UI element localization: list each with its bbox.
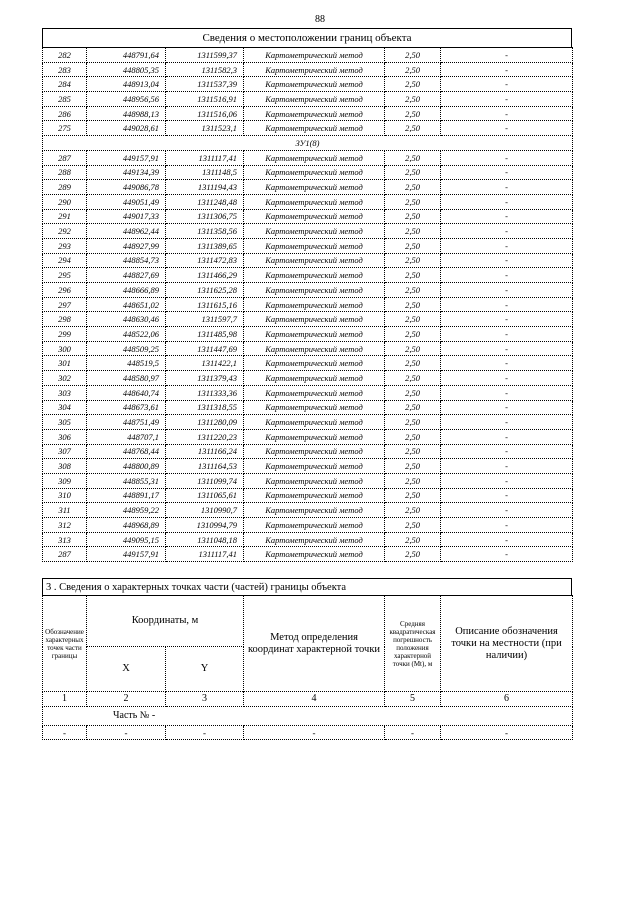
accuracy-cell: 2,50: [385, 488, 441, 503]
point-number: 289: [43, 180, 87, 195]
y-coordinate: 1311099,74: [166, 473, 244, 488]
accuracy-cell: 2,50: [385, 224, 441, 239]
accuracy-cell: 2,50: [385, 238, 441, 253]
description-cell: -: [441, 92, 573, 107]
description-cell: -: [441, 48, 573, 63]
point-number: 287: [43, 150, 87, 165]
x-coordinate: 448927,99: [87, 238, 166, 253]
table-row: [43, 165, 573, 180]
col-number: 3: [166, 692, 244, 707]
x-coordinate: 448959,22: [87, 503, 166, 518]
point-number: 284: [43, 77, 87, 92]
x-coordinate: 448800,89: [87, 459, 166, 474]
y-coordinate: 1311065,61: [166, 488, 244, 503]
point-number: 311: [43, 503, 87, 518]
point-number: 303: [43, 385, 87, 400]
accuracy-cell: 2,50: [385, 312, 441, 327]
description-cell: -: [441, 547, 573, 562]
table-row: [43, 106, 573, 121]
col-number: 1: [43, 692, 87, 707]
table-row: [43, 429, 573, 444]
point-number: 297: [43, 297, 87, 312]
accuracy-cell: 2,50: [385, 415, 441, 430]
coordinates-header: Координаты, м: [87, 596, 244, 647]
table-row: [43, 312, 573, 327]
description-cell: -: [441, 238, 573, 253]
description-cell: -: [441, 459, 573, 474]
point-number: 310: [43, 488, 87, 503]
method-cell: Картометрический метод: [244, 503, 385, 518]
x-coordinate: 448751,49: [87, 415, 166, 430]
x-header: X: [87, 647, 166, 692]
accuracy-cell: 2,50: [385, 356, 441, 371]
description-cell: -: [441, 341, 573, 356]
x-coordinate: 448962,44: [87, 224, 166, 239]
method-cell: Картометрический метод: [244, 459, 385, 474]
description-cell: -: [441, 400, 573, 415]
y-coordinate: 1311472,83: [166, 253, 244, 268]
col-number: 4: [244, 692, 385, 707]
y-coordinate: 1311048,18: [166, 532, 244, 547]
point-number: 295: [43, 268, 87, 283]
method-cell: Картометрический метод: [244, 312, 385, 327]
group-label: ЗУ1(8): [43, 136, 573, 151]
accuracy-cell: 2,50: [385, 92, 441, 107]
part-label: Часть № -: [43, 707, 573, 726]
x-coordinate: 448519,5: [87, 356, 166, 371]
method-cell: Картометрический метод: [244, 150, 385, 165]
x-coordinate: 448768,44: [87, 444, 166, 459]
y-coordinate: 1311148,5: [166, 165, 244, 180]
accuracy-cell: 2,50: [385, 547, 441, 562]
table-row: [43, 341, 573, 356]
y-coordinate: 1311516,91: [166, 92, 244, 107]
method-cell: Картометрический метод: [244, 547, 385, 562]
method-cell: Картометрический метод: [244, 209, 385, 224]
x-coordinate: 448640,74: [87, 385, 166, 400]
accuracy-cell: 2,50: [385, 165, 441, 180]
group-row: [43, 136, 573, 151]
y-coordinate: 1310990,7: [166, 503, 244, 518]
table-row: [43, 371, 573, 386]
description-cell: -: [441, 385, 573, 400]
empty-cell: -: [87, 726, 166, 740]
method-cell: Картометрический метод: [244, 268, 385, 283]
y-coordinate: 1311389,65: [166, 238, 244, 253]
table-row: [43, 121, 573, 136]
table-row: [43, 385, 573, 400]
y-coordinate: 1311516,06: [166, 106, 244, 121]
description-header: Описание обозначения точки на местности (при наличии): [441, 596, 573, 692]
description-cell: -: [441, 297, 573, 312]
y-coordinate: 1311466,29: [166, 268, 244, 283]
table-row: [43, 532, 573, 547]
method-cell: Картометрический метод: [244, 224, 385, 239]
x-coordinate: 448580,97: [87, 371, 166, 386]
x-coordinate: 449157,91: [87, 150, 166, 165]
point-number: 298: [43, 312, 87, 327]
method-cell: Картометрический метод: [244, 385, 385, 400]
table-row: [43, 459, 573, 474]
x-coordinate: 449095,15: [87, 532, 166, 547]
x-coordinate: 448522,06: [87, 327, 166, 342]
designation-header: Обозначение характерных точек части границы: [43, 596, 87, 692]
x-coordinate: 448673,61: [87, 400, 166, 415]
point-number: 286: [43, 106, 87, 121]
accuracy-cell: 2,50: [385, 62, 441, 77]
point-number: 307: [43, 444, 87, 459]
x-coordinate: 448956,56: [87, 92, 166, 107]
x-coordinate: 449157,91: [87, 547, 166, 562]
accuracy-cell: 2,50: [385, 209, 441, 224]
y-coordinate: 1311318,55: [166, 400, 244, 415]
table-row: [43, 62, 573, 77]
accuracy-cell: 2,50: [385, 297, 441, 312]
accuracy-cell: 2,50: [385, 532, 441, 547]
x-coordinate: 448651,02: [87, 297, 166, 312]
description-cell: -: [441, 312, 573, 327]
accuracy-cell: 2,50: [385, 518, 441, 533]
page-number: 88: [315, 14, 325, 25]
description-cell: -: [441, 209, 573, 224]
point-number: 301: [43, 356, 87, 371]
table-row: [43, 180, 573, 195]
y-coordinate: 1311280,09: [166, 415, 244, 430]
point-number: 313: [43, 532, 87, 547]
y-coordinate: 1311625,28: [166, 283, 244, 298]
method-cell: Картометрический метод: [244, 283, 385, 298]
y-coordinate: 1311537,39: [166, 77, 244, 92]
method-cell: Картометрический метод: [244, 341, 385, 356]
method-cell: Картометрический метод: [244, 297, 385, 312]
table-row: [43, 48, 573, 63]
x-coordinate: 448509,25: [87, 341, 166, 356]
point-number: 294: [43, 253, 87, 268]
accuracy-cell: 2,50: [385, 444, 441, 459]
section-title: Сведения о местоположении границ объекта: [43, 29, 572, 48]
x-coordinate: 448854,73: [87, 253, 166, 268]
point-number: 285: [43, 92, 87, 107]
method-cell: Картометрический метод: [244, 371, 385, 386]
point-number: 283: [43, 62, 87, 77]
section-header: [42, 28, 572, 48]
point-number: 288: [43, 165, 87, 180]
description-cell: -: [441, 283, 573, 298]
accuracy-cell: 2,50: [385, 253, 441, 268]
table-row: [43, 473, 573, 488]
accuracy-cell: 2,50: [385, 268, 441, 283]
description-cell: -: [441, 62, 573, 77]
table-row: [43, 547, 573, 562]
x-coordinate: 448891,17: [87, 488, 166, 503]
table-row: [43, 503, 573, 518]
y-coordinate: 1311333,36: [166, 385, 244, 400]
accuracy-cell: 2,50: [385, 503, 441, 518]
y-coordinate: 1311597,7: [166, 312, 244, 327]
table-row: [43, 297, 573, 312]
x-coordinate: 449051,49: [87, 194, 166, 209]
table-row: [43, 209, 573, 224]
accuracy-cell: 2,50: [385, 106, 441, 121]
point-number: 292: [43, 224, 87, 239]
x-coordinate: 449086,78: [87, 180, 166, 195]
accuracy-cell: 2,50: [385, 371, 441, 386]
table-row: [43, 92, 573, 107]
description-cell: -: [441, 180, 573, 195]
point-number: 291: [43, 209, 87, 224]
method-cell: Картометрический метод: [244, 62, 385, 77]
description-cell: -: [441, 444, 573, 459]
x-coordinate: 448791,64: [87, 48, 166, 63]
y-coordinate: 1311164,53: [166, 459, 244, 474]
description-cell: -: [441, 518, 573, 533]
y-coordinate: 1311582,3: [166, 62, 244, 77]
table-row: [43, 194, 573, 209]
table-row: [43, 415, 573, 430]
table-row: [43, 77, 573, 92]
method-header: Метод определения координат характерной точки: [244, 596, 385, 692]
empty-cell: -: [441, 726, 573, 740]
accuracy-cell: 2,50: [385, 194, 441, 209]
x-coordinate: 448805,35: [87, 62, 166, 77]
y-header: Y: [166, 647, 244, 692]
table-row: [43, 150, 573, 165]
empty-cell: -: [385, 726, 441, 740]
description-cell: -: [441, 165, 573, 180]
point-number: 287: [43, 547, 87, 562]
description-cell: -: [441, 356, 573, 371]
x-coordinate: 448988,13: [87, 106, 166, 121]
table-row: [43, 444, 573, 459]
method-cell: Картометрический метод: [244, 194, 385, 209]
table-row: [43, 268, 573, 283]
point-number: 304: [43, 400, 87, 415]
point-number: 293: [43, 238, 87, 253]
description-cell: -: [441, 77, 573, 92]
description-cell: -: [441, 371, 573, 386]
method-cell: Картометрический метод: [244, 400, 385, 415]
method-cell: Картометрический метод: [244, 77, 385, 92]
point-number: 308: [43, 459, 87, 474]
x-coordinate: 448968,89: [87, 518, 166, 533]
y-coordinate: 1311523,1: [166, 121, 244, 136]
point-number: 309: [43, 473, 87, 488]
x-coordinate: 448630,46: [87, 312, 166, 327]
y-coordinate: 1311117,41: [166, 150, 244, 165]
description-cell: -: [441, 194, 573, 209]
y-coordinate: 1311615,16: [166, 297, 244, 312]
table-row: [43, 283, 573, 298]
method-cell: Картометрический метод: [244, 48, 385, 63]
method-cell: Картометрический метод: [244, 180, 385, 195]
x-coordinate: 448827,69: [87, 268, 166, 283]
y-coordinate: 1311220,23: [166, 429, 244, 444]
y-coordinate: 1311379,43: [166, 371, 244, 386]
x-coordinate: 449028,61: [87, 121, 166, 136]
accuracy-cell: 2,50: [385, 121, 441, 136]
point-number: 305: [43, 415, 87, 430]
table-row: [43, 518, 573, 533]
y-coordinate: 1311358,56: [166, 224, 244, 239]
method-cell: Картометрический метод: [244, 415, 385, 430]
x-coordinate: 448707,1: [87, 429, 166, 444]
method-cell: Картометрический метод: [244, 327, 385, 342]
description-cell: -: [441, 253, 573, 268]
method-cell: Картометрический метод: [244, 238, 385, 253]
table-row: [43, 327, 573, 342]
description-cell: -: [441, 532, 573, 547]
table-row: [43, 400, 573, 415]
description-cell: -: [441, 503, 573, 518]
accuracy-cell: 2,50: [385, 473, 441, 488]
empty-cell: -: [166, 726, 244, 740]
empty-cell: -: [244, 726, 385, 740]
accuracy-cell: 2,50: [385, 77, 441, 92]
y-coordinate: 1311485,98: [166, 327, 244, 342]
table-row: [43, 488, 573, 503]
y-coordinate: 1311117,41: [166, 547, 244, 562]
y-coordinate: 1311599,37: [166, 48, 244, 63]
table-row: [43, 238, 573, 253]
accuracy-cell: 2,50: [385, 150, 441, 165]
x-coordinate: 448666,89: [87, 283, 166, 298]
y-coordinate: 1311166,24: [166, 444, 244, 459]
accuracy-cell: 2,50: [385, 385, 441, 400]
y-coordinate: 1311422,1: [166, 356, 244, 371]
description-cell: -: [441, 327, 573, 342]
col-number: 5: [385, 692, 441, 707]
y-coordinate: 1311194,43: [166, 180, 244, 195]
accuracy-cell: 2,50: [385, 283, 441, 298]
method-cell: Картометрический метод: [244, 121, 385, 136]
x-coordinate: 449134,39: [87, 165, 166, 180]
description-cell: -: [441, 473, 573, 488]
point-number: 302: [43, 371, 87, 386]
point-number: 299: [43, 327, 87, 342]
point-number: 312: [43, 518, 87, 533]
accuracy-cell: 2,50: [385, 400, 441, 415]
col-number: 2: [87, 692, 166, 707]
accuracy-cell: 2,50: [385, 48, 441, 63]
point-number: 275: [43, 121, 87, 136]
table-row: [43, 253, 573, 268]
description-cell: -: [441, 121, 573, 136]
parts-table: [42, 595, 573, 740]
accuracy-cell: 2,50: [385, 180, 441, 195]
col-number: 6: [441, 692, 573, 707]
x-coordinate: 448913,04: [87, 77, 166, 92]
coordinates-table: [42, 47, 573, 562]
method-cell: Картометрический метод: [244, 165, 385, 180]
x-coordinate: 449017,33: [87, 209, 166, 224]
accuracy-cell: 2,50: [385, 327, 441, 342]
method-cell: Картометрический метод: [244, 473, 385, 488]
empty-cell: -: [43, 726, 87, 740]
point-number: 296: [43, 283, 87, 298]
method-cell: Картометрический метод: [244, 518, 385, 533]
accuracy-cell: 2,50: [385, 459, 441, 474]
method-cell: Картометрический метод: [244, 92, 385, 107]
point-number: 300: [43, 341, 87, 356]
description-cell: -: [441, 415, 573, 430]
section3-title: 3 . Сведения о характерных точках части (частей) границы объекта: [43, 579, 572, 596]
description-cell: -: [441, 224, 573, 239]
method-cell: Картометрический метод: [244, 429, 385, 444]
y-coordinate: 1310994,79: [166, 518, 244, 533]
y-coordinate: 1311447,69: [166, 341, 244, 356]
table-row: [43, 356, 573, 371]
method-cell: Картометрический метод: [244, 106, 385, 121]
x-coordinate: 448855,31: [87, 473, 166, 488]
section3-title-table: [42, 578, 572, 596]
y-coordinate: 1311306,75: [166, 209, 244, 224]
point-number: 290: [43, 194, 87, 209]
point-number: 282: [43, 48, 87, 63]
accuracy-cell: 2,50: [385, 429, 441, 444]
method-cell: Картометрический метод: [244, 532, 385, 547]
method-cell: Картометрический метод: [244, 488, 385, 503]
description-cell: -: [441, 106, 573, 121]
method-cell: Картометрический метод: [244, 356, 385, 371]
point-number: 306: [43, 429, 87, 444]
accuracy-cell: 2,50: [385, 341, 441, 356]
y-coordinate: 1311248,48: [166, 194, 244, 209]
description-cell: -: [441, 488, 573, 503]
accuracy-header: Средняя квадратическая погрешность положения характерной точки (Mt), м: [385, 596, 441, 692]
table-row: [43, 224, 573, 239]
method-cell: Картометрический метод: [244, 253, 385, 268]
description-cell: -: [441, 150, 573, 165]
method-cell: Картометрический метод: [244, 444, 385, 459]
description-cell: -: [441, 429, 573, 444]
description-cell: -: [441, 268, 573, 283]
